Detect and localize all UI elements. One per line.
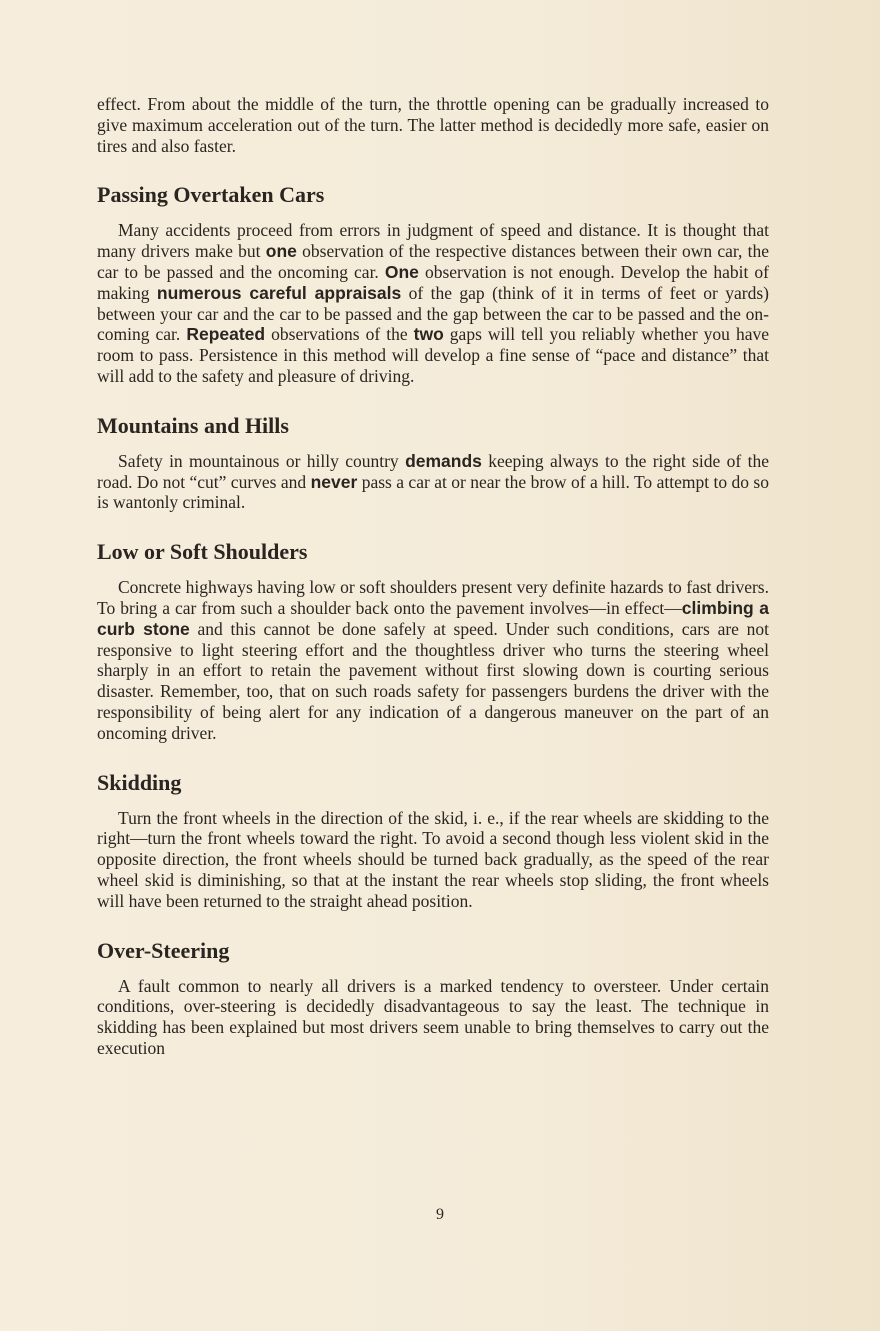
text-column (97, 94, 769, 1059)
emph-demands: demands (405, 450, 482, 471)
passing-paragraph: Many accidents proceed from errors in judgment of speed and distance. It is thought that many drivers make but one observation of the respective distances between their own car, the car to be passed and the oncoming car. One observation is not enough. Develop the habit of making numerous careful appraisals of the gap (think of it in terms of feet or yards) between your car and the car to be passed and the gap between the car to be passed and the on-coming car. Repeated observations of the two gaps will tell you reliably whether you have room to pass. Persistence in this method will develop a fine sense of “pace and distance” that will add to the safety and pleasure of driving. (97, 220, 770, 386)
emph-one-capital: One (384, 261, 419, 282)
heading-oversteering: Over-Steering (97, 937, 230, 963)
emph-curb-stone: climbing a curb stone (97, 597, 769, 639)
emph-appraisals: numerous careful appraisals (156, 282, 402, 303)
heading-shoulders: Low or Soft Shoulders (97, 539, 308, 565)
emph-repeated: Repeated (186, 324, 266, 345)
oversteering-paragraph: A fault common to nearly all drivers is a marked tendency to oversteer. Under certain conditions, over-steering is decidedly disadvantageous to say the least. The technique in skidding has been explained but most drivers seem unable to bring themselves to carry out the execution (97, 975, 769, 1058)
emph-one: one (265, 241, 297, 262)
heading-mountains: Mountains and Hills (97, 412, 289, 438)
emph-never: never (310, 471, 358, 492)
emph-two: two (413, 324, 444, 345)
shoulders-paragraph: Concrete highways having low or soft shoulders present very definite hazards to fast drivers. To bring a car from such a shoulder back onto the pavement involves—in effect—climbing a curb stone and this cannot be done safely at speed. Under such conditions, cars are not responsive to light steering effort and the thoughtless driver who turns the steering wheel sharply in an effort to retain the pavement without first slowing down is courting serious disaster. Remember, too, that on such roads safety for passengers burdens the driver with the responsibility of being alert for any indication of a dangerous maneuver on the part of an oncoming driver. (97, 577, 769, 743)
skidding-paragraph: Turn the front wheels in the direction of the skid, i. e., if the rear wheels are skidding to the right—turn the front wheels toward the right. To avoid a second though less violent skid in the opposite direction, the front wheels should be turned back gradually, as the speed of the rear wheel skid is diminishing, so that at the instant the rear wheels stop sliding, the front wheels will have been returned to the straight ahead position. (97, 807, 769, 911)
heading-passing: Passing Overtaken Cars (97, 182, 325, 208)
mountains-paragraph: Safety in mountainous or hilly country demands keeping always to the right side of the road. Do not “cut” curves and never pass a car at or near the brow of a hill. To attempt to do so is wantonly criminal. (97, 450, 770, 513)
intro-paragraph: effect. From about the middle of the turn, the throttle opening can be gradually increased to give maximum acceleration out of the turn. The latter method is decidedly more safe, easier on tires and also faster. (97, 94, 769, 156)
heading-skidding: Skidding (97, 769, 182, 795)
page-number: 9 (436, 1206, 444, 1223)
